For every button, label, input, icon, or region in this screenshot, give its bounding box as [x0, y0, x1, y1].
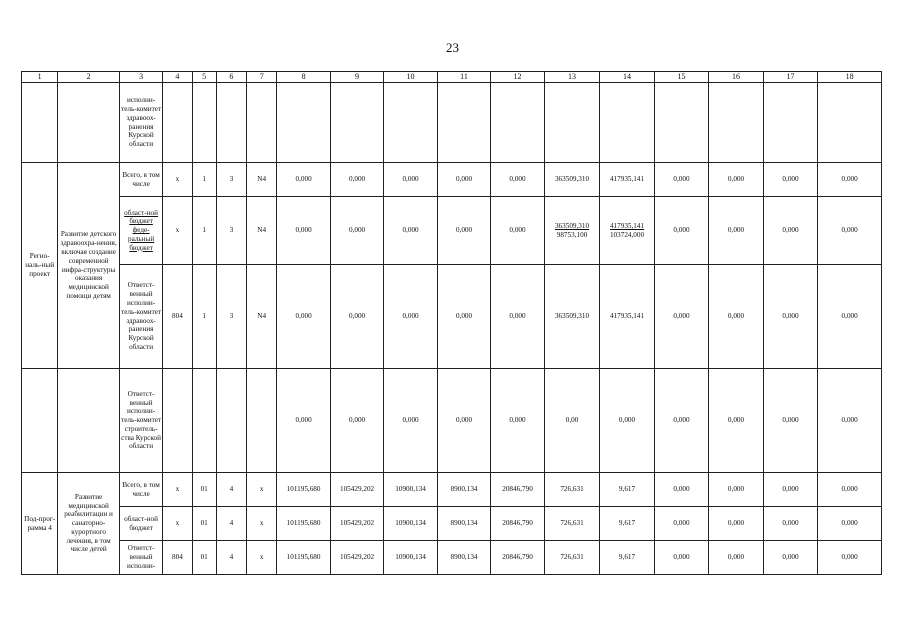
header-cell: 4	[163, 72, 192, 83]
header-cell: 16	[709, 72, 764, 83]
table-cell: N4	[247, 163, 277, 197]
table-row	[22, 369, 882, 473]
table-cell: 105429,202	[330, 541, 383, 575]
table-cell: 0,000	[491, 163, 544, 197]
table-cell: 3	[216, 197, 246, 265]
table-cell: 0,000	[818, 163, 882, 197]
table-cell: 0,000	[763, 473, 818, 507]
table-cell: 804	[163, 265, 192, 369]
table-cell	[58, 83, 120, 163]
table-cell: 0,000	[277, 369, 330, 473]
table-cell	[192, 83, 216, 163]
table-cell: 0,000	[763, 163, 818, 197]
table-cell: N4	[247, 265, 277, 369]
table-cell: Ответст-венный исполни-	[119, 541, 162, 575]
table-cell: 0,000	[654, 369, 709, 473]
table-cell: 0,000	[491, 369, 544, 473]
table-cell: 0,000	[654, 163, 709, 197]
header-cell: 10	[384, 72, 437, 83]
table-cell: x	[163, 507, 192, 541]
table-cell: Всего, в том числе	[119, 473, 162, 507]
header-cell: 6	[216, 72, 246, 83]
table-cell: 0,000	[277, 265, 330, 369]
header-cell: 3	[119, 72, 162, 83]
table-cell: Ответст-венный исполни-тель-комитет строитель-ства Курской области	[119, 369, 162, 473]
table-cell: 01	[192, 507, 216, 541]
table-cell	[277, 83, 330, 163]
table-cell: 1	[192, 197, 216, 265]
header-cell: 8	[277, 72, 330, 83]
header-row	[22, 72, 882, 83]
table-cell: 20846,790	[491, 473, 544, 507]
table-cell: 0,000	[600, 369, 655, 473]
table-cell: 0,000	[709, 265, 764, 369]
table-cell: 01	[192, 473, 216, 507]
header-cell: 9	[330, 72, 383, 83]
table-cell: 363509,310	[544, 265, 600, 369]
table-cell	[544, 197, 600, 265]
table-cell: 417935,141	[600, 265, 655, 369]
table-cell: 0,000	[384, 265, 437, 369]
table-row	[22, 163, 882, 197]
table-cell	[437, 83, 490, 163]
table-cell: N4	[247, 197, 277, 265]
table-cell: 0,000	[330, 265, 383, 369]
header-cell: 15	[654, 72, 709, 83]
table-cell: 0,000	[818, 197, 882, 265]
table-cell: 0,000	[384, 197, 437, 265]
federal-budget-value: 103724,000	[609, 230, 645, 239]
table-cell: 0,000	[654, 507, 709, 541]
table-row	[22, 83, 882, 163]
table-row	[22, 507, 882, 541]
table-cell: 0,000	[818, 369, 882, 473]
budget-table	[21, 71, 882, 575]
table-cell: 4	[216, 507, 246, 541]
table-cell	[22, 369, 58, 473]
table-cell: 0,000	[763, 197, 818, 265]
table-cell: 0,000	[491, 265, 544, 369]
header-cell: 12	[491, 72, 544, 83]
federal-budget-value: 98753,100	[556, 230, 588, 239]
table-cell: 0,000	[654, 541, 709, 575]
table-row	[22, 197, 882, 265]
table-cell: 4	[216, 473, 246, 507]
table-cell: 8900,134	[437, 541, 490, 575]
table-cell	[163, 83, 192, 163]
table-cell: 9,617	[600, 507, 655, 541]
table-cell: 105429,202	[330, 473, 383, 507]
table-cell: исполни-тель-комитет здравоох-ранения Курской области	[119, 83, 162, 163]
header-cell: 13	[544, 72, 600, 83]
table-cell: x	[247, 473, 277, 507]
table-cell: 105429,202	[330, 507, 383, 541]
table-cell: 0,000	[654, 265, 709, 369]
subprogram-name-cell: Развитие медицинской реабилитации и санаторно-курортного лечения, в том числе детей	[58, 473, 120, 575]
table-cell: 1	[192, 265, 216, 369]
table-cell: 3	[216, 163, 246, 197]
status-cell: Под-прог-рамма 4	[22, 473, 58, 575]
table-cell: 3	[216, 265, 246, 369]
header-cell: 2	[58, 72, 120, 83]
table-cell: 417935,141	[600, 163, 655, 197]
header-cell: 11	[437, 72, 490, 83]
table-cell: 0,000	[763, 265, 818, 369]
table-cell: 363509,310	[544, 163, 600, 197]
table-cell: 0,000	[818, 473, 882, 507]
table-cell	[216, 83, 246, 163]
table-cell: 726,631	[544, 507, 600, 541]
regional-budget-value: 363509,310	[554, 221, 590, 230]
table-cell: 804	[163, 541, 192, 575]
table-cell: 0,000	[709, 369, 764, 473]
table-cell: x	[247, 541, 277, 575]
table-cell: 101195,680	[277, 507, 330, 541]
table-cell: 0,000	[818, 541, 882, 575]
table-cell: 101195,680	[277, 473, 330, 507]
table-cell: 8900,134	[437, 507, 490, 541]
table-cell	[544, 83, 600, 163]
table-cell: 0,000	[763, 541, 818, 575]
table-cell: 0,000	[491, 197, 544, 265]
table-cell	[763, 83, 818, 163]
table-cell: 10900,134	[384, 473, 437, 507]
table-cell	[247, 369, 277, 473]
table-cell	[600, 83, 655, 163]
table-cell	[22, 83, 58, 163]
table-cell: 0,000	[818, 265, 882, 369]
table-cell: 0,000	[709, 473, 764, 507]
table-cell: x	[163, 197, 192, 265]
table-cell: 01	[192, 541, 216, 575]
table-cell: 0,000	[818, 507, 882, 541]
table-cell	[491, 83, 544, 163]
table-cell: Ответст-венный исполни-тель-комитет здравоох-ранения Курской области	[119, 265, 162, 369]
header-cell: 1	[22, 72, 58, 83]
table-cell: 0,000	[709, 541, 764, 575]
header-cell: 14	[600, 72, 655, 83]
header-cell: 17	[763, 72, 818, 83]
table-cell: 0,000	[384, 163, 437, 197]
header-cell: 7	[247, 72, 277, 83]
table-cell	[709, 83, 764, 163]
table-cell: 0,000	[437, 197, 490, 265]
table-cell: 0,000	[709, 163, 764, 197]
table-cell: 0,000	[277, 163, 330, 197]
table-cell: 0,000	[437, 163, 490, 197]
table-cell: 20846,790	[491, 507, 544, 541]
table-cell	[384, 83, 437, 163]
table-cell: област-ной бюджет	[119, 507, 162, 541]
table-cell: 9,617	[600, 473, 655, 507]
table-cell: 0,00	[544, 369, 600, 473]
table-cell: 9,617	[600, 541, 655, 575]
table-cell: x	[247, 507, 277, 541]
table-cell: 0,000	[384, 369, 437, 473]
table-cell: 726,631	[544, 541, 600, 575]
header-cell: 5	[192, 72, 216, 83]
table-cell	[216, 369, 246, 473]
table-cell: 0,000	[709, 507, 764, 541]
table-cell: 0,000	[654, 473, 709, 507]
table-cell: 0,000	[277, 197, 330, 265]
table-cell: 0,000	[763, 369, 818, 473]
table-cell: 4	[216, 541, 246, 575]
table-cell: 8900,134	[437, 473, 490, 507]
table-cell: 1	[192, 163, 216, 197]
project-name-cell: Развитие детского здравоохра-нения, включая создание современной инфра-структуры оказания медицинской помощи детям	[58, 163, 120, 369]
table-cell: x	[163, 163, 192, 197]
table-row	[22, 265, 882, 369]
status-cell: Регио-наль-ный проект	[22, 163, 58, 369]
table-cell	[818, 83, 882, 163]
table-cell: 0,000	[330, 369, 383, 473]
table-cell: 0,000	[709, 197, 764, 265]
table-cell: 0,000	[330, 197, 383, 265]
page-number: 23	[446, 40, 459, 55]
table-cell: 0,000	[654, 197, 709, 265]
table-cell: 0,000	[330, 163, 383, 197]
table-cell	[163, 369, 192, 473]
table-cell: 20846,790	[491, 541, 544, 575]
header-cell: 18	[818, 72, 882, 83]
table-cell: 726,631	[544, 473, 600, 507]
table-cell	[654, 83, 709, 163]
table-cell: 10900,134	[384, 507, 437, 541]
regional-budget-value: 417935,141	[609, 221, 645, 230]
table-cell: x	[163, 473, 192, 507]
table-cell: 0,000	[763, 507, 818, 541]
table-cell: 10900,134	[384, 541, 437, 575]
table-cell: 101195,680	[277, 541, 330, 575]
table-cell: 0,000	[437, 369, 490, 473]
table-row	[22, 541, 882, 575]
table-cell	[600, 197, 655, 265]
table-cell	[192, 369, 216, 473]
table-cell	[247, 83, 277, 163]
table-cell: област-ной бюджет феде-ральный бюджет	[119, 197, 162, 265]
table-cell: 0,000	[437, 265, 490, 369]
table-cell	[58, 369, 120, 473]
table-cell: Всего, в том числе	[119, 163, 162, 197]
table-cell	[330, 83, 383, 163]
table-row	[22, 473, 882, 507]
